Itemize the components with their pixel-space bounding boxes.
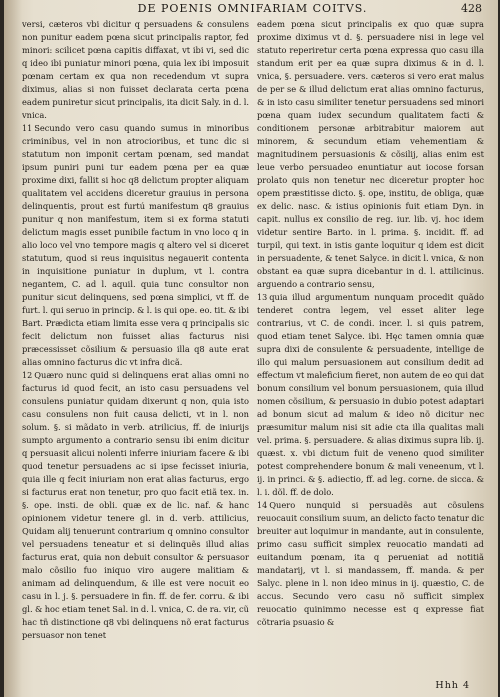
page-number: 428 <box>461 2 482 15</box>
paragraph-number: 11 <box>22 124 33 133</box>
paragraph <box>257 18 484 291</box>
paragraph <box>257 499 484 629</box>
paragraph-text: quia illud argumentum nunquam procedit quãdo tenderet contra legem, vel esset aliter lege contrarius, vt C. de condi. incer. l. si quis patrem, quod etiam tenet Salyce. ibi. Hęc tamen omnia quæ supra dixi de consulente & persuadente, intellige de illo qui malum persuasionem aut consilium dedit ad effectum vt maleficium fieret, non autem de eo qui dat bonum consilium vel bonum persuasionem, quia illud nomen cõsilium, & persuasio in dubio potest adaptari ad bonum sicut ad malum & ideo nõ dicitur nec præsumitur malum nisi sit adie cta illa qualitas mali vel. prima. §. persuadere. & alias diximus supra lib. ij. quæst. x. vbi dictum fuit de veneno quod similiter potest comprehendere bonum & mali veneenum, vt l. ij. in princi. & §. adiectio, ff. ad leg. corne. de sicca. & l. i. dõl. ff. de dolo. <box>257 292 484 497</box>
paragraph-number: 12 <box>22 371 33 380</box>
paragraph-text: Secundo vero casu quando sumus in minoribus criminibus, vel in non atrocioribus, et tunc dic si statutum non imponit certam pœnam, sed mandat ipsum puniri puni tur eadem pœna per ea quæ proxime dixi, fallit si hoc q8 delictum propter aliquam qualitatem vel accidens diceretur grauius in persona delinquentis, prout est furtú manifestum q8 grauius punitur q non manifestum, item si ex forma statuti delictum magis esset punibile factum in vno loco q in alio loco vel vno tempore magis q altero vel si diceret statutum, quod si reus inquisitus negauerit contenta in inquisitione puniatur in duplum, vt l. contra negantem, C. ad l. aquil. quia tunc consultor non punitur sicut delinquens, sed pœna simplici, vt ff. de furt. l. qui seruo in princip. & l. is qui ope. eo. tit. & ibi Bart. Prædicta etiam limita esse vera q principalis sic fecit delictum non fuisset alias facturus nisi præcessisset cõsilium & persuasio illa q8 aute erat alias omnino facturus dic vt infra dicã. <box>22 123 249 367</box>
paragraph-text: eadem pœna sicut principalis ex quo quæ supra proxime diximus vt d. §. persuadere nisi in lege vel statuto reperiretur certa pœna expressa quo casu illa standum erit per ea quæ supra diximus & in d. l. vnica, §. persuadere. vers. cæteros si vero erat malus de per se & illud delictum erat alias omnino facturus, & in isto casu similiter tenetur persuadens sed minori pœna quam iudex secundum qualitatem facti & conditionem personæ arbitrabitur maiorem aut minorem, & secundum etiam vehementiam & magnitudinem persuasionis & cõsilij, alias enim est leue verbo persuadeo enuntiatur aut iocose forsan prolato quis non tenetur nec diceretur propter hoc opem præstitisse dicto. §. ope, institu, de obliga, quæ ex delic. nasc. & istius opinionis fuit etiam Dyn. in capit. nullus ex consilio de reg. iur. lib. vj. hoc idem videtur sentire Barto. in l. prima. §. incidit. ff. ad turpil, qui text. in istis gante loquitur q idem est dicit in persuadente, & tenet Salyce. in dicit l. vnica, & non obstant ea quæ supra dicebantur in d. l. attilicinus. arguendo a contrario sensu, <box>257 19 484 289</box>
paragraph-number: 13 <box>257 293 268 302</box>
paragraph-number: 14 <box>257 501 268 510</box>
paragraph <box>257 291 484 499</box>
text-columns <box>22 18 484 663</box>
gutter-shadow <box>4 0 22 697</box>
paragraph-text: versi, cæteros vbi dicitur q persuadens & consulens non punitur eadem pœna sicut principalis raptor, fed minori: scilicet pœna capitis diffaxat, vt ibi vi, sed dic q ideo ibi puniatur minori pœna, quia lex ibi imposuit pœnam certam ex qua non recedendum vt supra diximus, alias si non fuisset declarata certa pœna eadem puniretur sicut principalis, ita dicit Saly. in d. l. vnica. <box>22 19 249 120</box>
running-title: DE POENIS OMNIFARIAM COITVS. <box>137 2 368 15</box>
paragraph <box>22 369 249 642</box>
left-column <box>22 18 249 663</box>
paragraph <box>22 122 249 369</box>
signature-mark: Hhh 4 <box>435 680 470 691</box>
book-page <box>4 0 498 697</box>
page-header <box>44 2 482 18</box>
paragraph-text: Quæro nunc quid si delinquens erat alias omni no facturus id quod fecit, an isto casu persuadens vel consulens puniatur quidam dixerunt q non, quia isto casu consulens non fuit causa delicti, vt in l. non solum. §. si mãdato in verb. atrilicius, ff. de iniurijs sumpto argumento a contrario sensu ibi enim dicitur q persuasit alicui nolenti inferre iniuriam facere & ibi quod tenetur persuadens ac si ipse fecisset iniuria, quia ille q fecit iniuriam non erat alias facturus, ergo si facturus erat non tenetur, pro quo facit etiã tex. in. §. ope. insti. de obli. quæ ex de lic. naf. & hanc opinionem videtur tenere gl. in d. verb. attilicius, Quidam alij tenuerunt contrarium q omnino consultor vel persuadens teneatur et si delinquẽs illud alias facturus erat, quia non debuit consultor & persuasor malo cõsilio fuo iniquo viro augere malitiam & animam ad delinquendum, & ille est vere nocuit eo casu in l. j. §. persuadere in fin. ff. de fer. corru. & ibi gl. & hoc etiam tenet Sal. in d. l. vnica, C. de ra. vir, cũ hac tñ distinctione q8 vbi delinquens nõ erat facturus persuasor non tenet <box>22 370 249 640</box>
paragraph <box>22 18 249 122</box>
right-column <box>257 18 484 663</box>
paragraph-text: Quero nunquid si persuadẽs aut cõsulens reuocauit consilium suum, an delicto facto tenatur dic breuiter aut loquimur in mandante, aut in consulente, primo casu sufficit simplex reuocatio mandati ad euitandum pœnam, ita q perueniat ad notitiã mandatarij, vt l. si mandassem, ff. manda. & per Salyc. plene in l. non ideo minus in ij. quæstio, C. de accus. Secundo vero casu nõ sufficit simplex reuocatio quinimmo necesse est q expresse fiat cõtraria psuasio & <box>257 500 484 627</box>
